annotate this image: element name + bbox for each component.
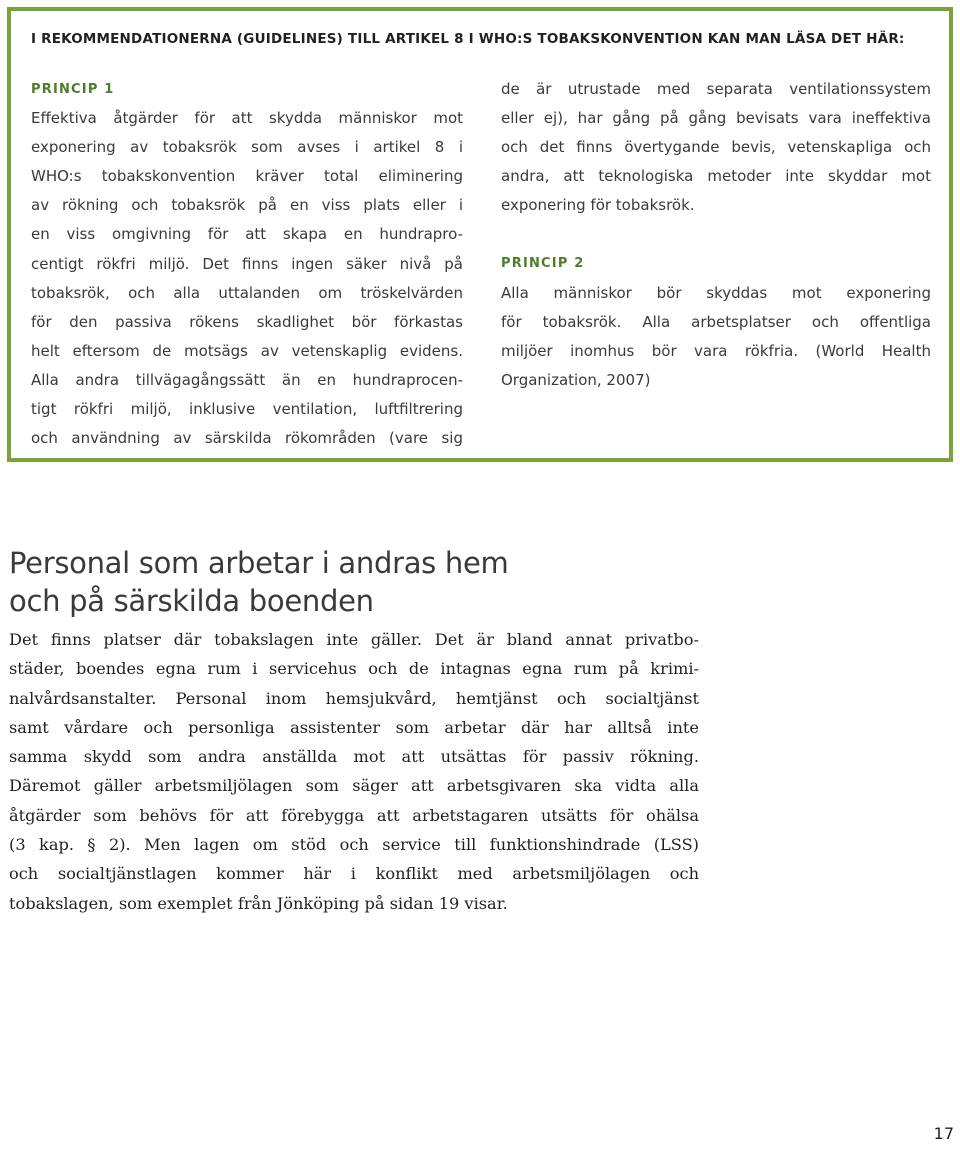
body-line: Däremot gäller arbetsmiljölagen som säger att arbetsgivaren ska vidta alla <box>9 776 699 796</box>
right-line: de är utrustade med separata ventilationssystem <box>501 80 931 98</box>
left-line: Alla andra tillvägagångssätt än en hundraprocen- <box>31 370 463 389</box>
left-line: exponering av tobaksrök som avses i artikel 8 i <box>31 138 463 157</box>
left-line: av rökning och tobaksrök på en viss plats eller i <box>31 196 463 215</box>
paragraph-gap <box>501 220 931 249</box>
right-column <box>501 75 931 395</box>
left-column <box>31 75 463 453</box>
body-line: samma skydd som andra anställda mot att utsättas för passiv rökning. <box>9 747 699 767</box>
body-line: åtgärder som behövs för att förebygga att arbetstagaren utsätts för ohälsa <box>9 805 699 825</box>
left-line: helt eftersom de motsägs av vetenskaplig evidens. <box>31 341 463 360</box>
body-line: samt vårdare och personliga assistenter som arbetar där har alltså inte <box>9 717 699 737</box>
right-line: eller ej), har gång på gång bevisats vara ineffektiva <box>501 109 931 128</box>
section-body <box>9 625 699 918</box>
body-line: Det finns platser där tobakslagen inte gäller. Det är bland annat privatbo- <box>9 630 699 649</box>
right-line: för tobaksrök. Alla arbetsplatser och offentliga <box>501 312 931 331</box>
princip-2-heading: PRINCIP 2 <box>501 256 585 272</box>
right-line: miljöer inomhus bör vara rökfria. (World Health <box>501 341 931 360</box>
section-title-line: och på särskilda boenden <box>9 584 374 618</box>
right-line: exponering för tobaksrök. <box>501 196 695 215</box>
left-line: Effektiva åtgärder för att skydda människor mot <box>31 109 463 128</box>
body-line: tobakslagen, som exemplet från Jönköping på sidan 19 visar. <box>9 893 508 913</box>
left-line: centigt rökfri miljö. Det finns ingen säker nivå på <box>31 254 463 273</box>
body-line: städer, boendes egna rum i servicehus och de intagnas egna rum på krimi- <box>9 659 699 679</box>
right-line: andra, att teknologiska metoder inte skyddar mot <box>501 167 931 186</box>
princip-1-heading: PRINCIP 1 <box>31 82 115 97</box>
guidelines-box <box>7 7 953 462</box>
left-line: tobaksrök, och alla uttalanden om tröskelvärden <box>31 283 463 302</box>
left-line: tigt rökfri miljö, inklusive ventilation, luftfiltrering <box>31 400 463 419</box>
section-title <box>9 544 508 620</box>
left-line: WHO:s tobakskonvention kräver total eliminering <box>31 167 463 186</box>
left-line: och användning av särskilda rökområden (vare sig <box>31 429 463 448</box>
right-line: Alla människor bör skyddas mot exponering <box>501 283 931 302</box>
right-line: Organization, 2007) <box>501 370 651 389</box>
left-line: en viss omgivning för att skapa en hundrapro- <box>31 225 463 244</box>
body-line: nalvårdsanstalter. Personal inom hemsjukvård, hemtjänst och socialtjänst <box>9 688 699 708</box>
right-line: och det finns övertygande bevis, vetenskapliga och <box>501 138 931 157</box>
body-line: (3 kap. § 2). Men lagen om stöd och service till funktionshindrade (LSS) <box>9 835 699 855</box>
left-line: för den passiva rökens skadlighet bör förkastas <box>31 312 463 331</box>
section-title-line: Personal som arbetar i andras hem <box>9 546 509 580</box>
page-number: 17 <box>933 1124 954 1143</box>
body-line: och socialtjänstlagen kommer här i konflikt med arbetsmiljölagen och <box>9 864 699 884</box>
box-title: I REKOMMENDATIONERNA (GUIDELINES) TILL ARTIKEL 8 I WHO:S TOBAKSKONVENTION KAN MAN LÄSA DET HÄR: <box>31 31 905 47</box>
